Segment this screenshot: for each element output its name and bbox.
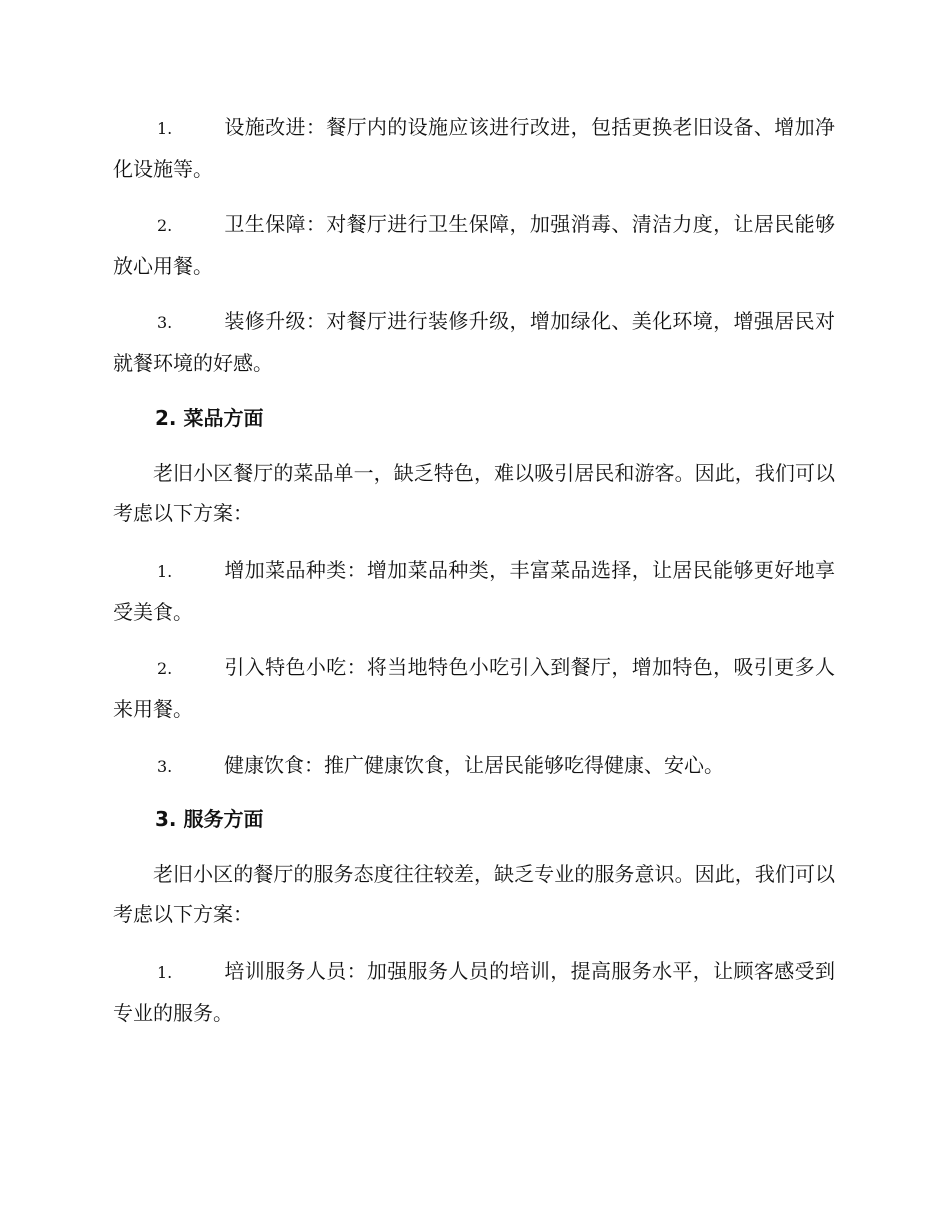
list-number: 2. bbox=[157, 216, 173, 235]
list-number: 1. bbox=[157, 562, 173, 581]
list-text: 增加菜品种类：增加菜品种类，丰富菜品选择，让居民能够更好地享受美食。 bbox=[113, 558, 835, 624]
list-text: 健康饮食：推广健康饮食，让居民能够吃得健康、安心。 bbox=[224, 753, 724, 777]
list-text: 卫生保障：对餐厅进行卫生保障，加强消毒、清洁力度，让居民能够放心用餐。 bbox=[113, 212, 835, 278]
list-item bbox=[113, 301, 835, 383]
list-text: 设施改进：餐厅内的设施应该进行改进，包括更换老旧设备、增加净化设施等。 bbox=[113, 115, 835, 181]
body-paragraph: 老旧小区餐厅的菜品单一，缺乏特色，难以吸引居民和游客。因此，我们可以考虑以下方案： bbox=[113, 461, 835, 525]
list-number: 1. bbox=[157, 963, 173, 982]
section-heading: 2. 菜品方面 bbox=[155, 406, 264, 430]
list-text: 培训服务人员：加强服务人员的培训，提高服务水平，让顾客感受到专业的服务。 bbox=[113, 959, 835, 1025]
section-heading: 3. 服务方面 bbox=[155, 807, 264, 831]
list-text: 装修升级：对餐厅进行装修升级，增加绿化、美化环境，增强居民对就餐环境的好感。 bbox=[113, 309, 835, 375]
list-number: 2. bbox=[157, 659, 173, 678]
list-item bbox=[113, 204, 835, 286]
list-item bbox=[113, 951, 835, 1033]
list-item bbox=[113, 745, 835, 787]
body-paragraph: 老旧小区的餐厅的服务态度往往较差，缺乏专业的服务意识。因此，我们可以考虑以下方案： bbox=[113, 862, 835, 926]
list-number: 3. bbox=[157, 757, 173, 776]
list-text: 引入特色小吃：将当地特色小吃引入到餐厅，增加特色，吸引更多人来用餐。 bbox=[113, 655, 835, 721]
list-item bbox=[113, 647, 835, 729]
list-number: 1. bbox=[157, 119, 173, 138]
list-item bbox=[113, 107, 835, 189]
list-item bbox=[113, 550, 835, 632]
list-number: 3. bbox=[157, 313, 173, 332]
